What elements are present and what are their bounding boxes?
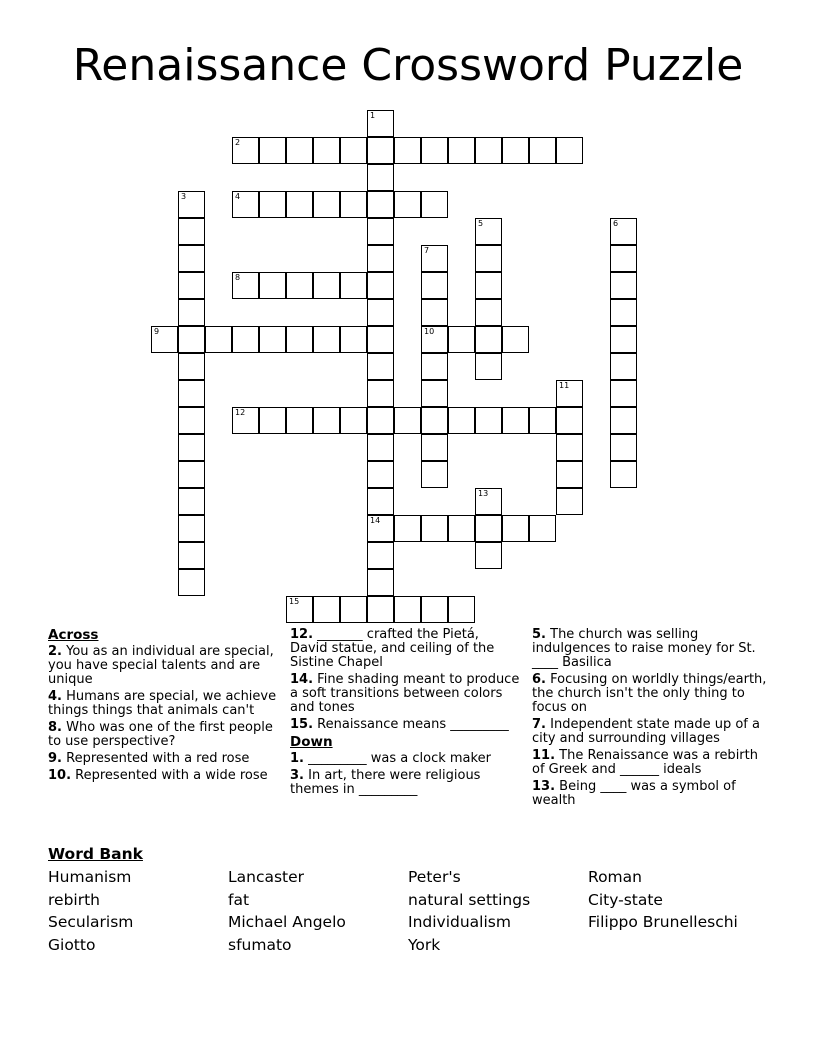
crossword-cell[interactable] bbox=[340, 137, 367, 164]
crossword-cell[interactable] bbox=[286, 596, 313, 623]
crossword-cell[interactable] bbox=[556, 380, 583, 407]
crossword-cell[interactable] bbox=[475, 137, 502, 164]
crossword-cell[interactable] bbox=[232, 191, 259, 218]
crossword-cell[interactable] bbox=[475, 326, 502, 353]
clue-number: 14 bbox=[370, 516, 381, 525]
crossword-cell[interactable] bbox=[367, 542, 394, 569]
crossword-cell[interactable] bbox=[178, 191, 205, 218]
word-bank-item: fat bbox=[228, 891, 250, 909]
word-bank-item: York bbox=[408, 936, 441, 954]
crossword-cell[interactable] bbox=[475, 542, 502, 569]
crossword-cell[interactable] bbox=[232, 137, 259, 164]
clue-across-2: 2. You as an individual are special, you have special talents and are unique bbox=[48, 644, 274, 687]
crossword-cell[interactable] bbox=[610, 245, 637, 272]
word-bank-item: Filippo Brunelleschi bbox=[588, 913, 738, 931]
word-bank-title: Word Bank bbox=[48, 845, 143, 863]
clue-number: 5 bbox=[478, 219, 484, 228]
crossword-cell[interactable] bbox=[232, 407, 259, 434]
crossword-cell[interactable] bbox=[367, 110, 394, 137]
crossword-cell[interactable] bbox=[448, 407, 475, 434]
crossword-cell[interactable] bbox=[340, 272, 367, 299]
crossword-cell[interactable] bbox=[151, 326, 178, 353]
crossword-cell[interactable] bbox=[178, 218, 205, 245]
crossword-cell[interactable] bbox=[502, 407, 529, 434]
crossword-cell[interactable] bbox=[556, 488, 583, 515]
crossword-cell[interactable] bbox=[421, 137, 448, 164]
clue-down-11: 11. The Renaissance was a rebirth of Greek and ______ ideals bbox=[532, 748, 758, 777]
clue-number: 9 bbox=[154, 327, 160, 336]
crossword-cell[interactable] bbox=[286, 326, 313, 353]
word-bank-item: Secularism bbox=[48, 913, 134, 931]
crossword-cell[interactable] bbox=[421, 191, 448, 218]
word-bank-item: Peter's bbox=[408, 868, 461, 886]
crossword-cell[interactable] bbox=[610, 326, 637, 353]
across-header: Across bbox=[48, 627, 99, 643]
crossword-cell[interactable] bbox=[259, 191, 286, 218]
crossword-cell[interactable] bbox=[367, 164, 394, 191]
word-bank-item: natural settings bbox=[408, 891, 531, 909]
crossword-cell[interactable] bbox=[502, 137, 529, 164]
word-bank-item: sfumato bbox=[228, 936, 292, 954]
clue-down-3: 3. In art, there were religious themes in _________ bbox=[290, 768, 481, 797]
crossword-cell[interactable] bbox=[448, 326, 475, 353]
clue-down-5: 5. The church was selling indulgences to raise money for St. ____ Basilica bbox=[532, 627, 756, 670]
crossword-cell[interactable] bbox=[421, 407, 448, 434]
clue-number: 11 bbox=[559, 381, 570, 390]
crossword-cell[interactable] bbox=[313, 272, 340, 299]
crossword-cell[interactable] bbox=[367, 515, 394, 542]
clue-number: 1 bbox=[370, 111, 376, 120]
clue-across-15: 15. Renaissance means _________ bbox=[290, 717, 509, 732]
crossword-cell[interactable] bbox=[367, 299, 394, 326]
clue-across-8: 8. Who was one of the first people to use perspective? bbox=[48, 720, 273, 749]
crossword-cell[interactable] bbox=[367, 488, 394, 515]
crossword-cell[interactable] bbox=[421, 515, 448, 542]
crossword-cell[interactable] bbox=[610, 353, 637, 380]
clues-column-1 bbox=[48, 628, 278, 786]
crossword-cell[interactable] bbox=[529, 137, 556, 164]
crossword-cell[interactable] bbox=[394, 191, 421, 218]
clue-number: 3 bbox=[181, 192, 187, 201]
crossword-cell[interactable] bbox=[367, 191, 394, 218]
crossword-cell[interactable] bbox=[367, 326, 394, 353]
crossword-cell[interactable] bbox=[421, 353, 448, 380]
crossword-cell[interactable] bbox=[610, 461, 637, 488]
crossword-cell[interactable] bbox=[340, 326, 367, 353]
crossword-cell[interactable] bbox=[232, 326, 259, 353]
crossword-cell[interactable] bbox=[286, 407, 313, 434]
crossword-cell[interactable] bbox=[394, 515, 421, 542]
crossword-cell[interactable] bbox=[421, 596, 448, 623]
crossword-cell[interactable] bbox=[259, 326, 286, 353]
crossword-cell[interactable] bbox=[421, 299, 448, 326]
page-title: Renaissance Crossword Puzzle bbox=[72, 40, 744, 91]
crossword-cell[interactable] bbox=[421, 326, 448, 353]
clue-across-14: 14. Fine shading meant to produce a soft transitions between colors and tones bbox=[290, 672, 520, 715]
crossword-cell[interactable] bbox=[448, 596, 475, 623]
crossword-cell[interactable] bbox=[259, 137, 286, 164]
clue-number: 13 bbox=[478, 489, 489, 498]
crossword-cell[interactable] bbox=[502, 326, 529, 353]
crossword-cell[interactable] bbox=[421, 434, 448, 461]
crossword-cell[interactable] bbox=[286, 137, 313, 164]
crossword-cell[interactable] bbox=[475, 353, 502, 380]
crossword-cell[interactable] bbox=[367, 434, 394, 461]
crossword-cell[interactable] bbox=[313, 137, 340, 164]
crossword-cell[interactable] bbox=[286, 191, 313, 218]
crossword-cell[interactable] bbox=[475, 515, 502, 542]
crossword-cell[interactable] bbox=[259, 272, 286, 299]
crossword-cell[interactable] bbox=[367, 272, 394, 299]
word-bank-item: Michael Angelo bbox=[228, 913, 346, 931]
crossword-cell[interactable] bbox=[475, 299, 502, 326]
crossword-cell[interactable] bbox=[178, 380, 205, 407]
crossword-cell[interactable] bbox=[421, 380, 448, 407]
crossword-cell[interactable] bbox=[610, 434, 637, 461]
clue-number: 12 bbox=[235, 408, 246, 417]
clues-column-2 bbox=[290, 628, 520, 800]
crossword-cell[interactable] bbox=[259, 407, 286, 434]
crossword-cell[interactable] bbox=[367, 245, 394, 272]
crossword-cell[interactable] bbox=[340, 596, 367, 623]
word-bank-item: Lancaster bbox=[228, 868, 305, 886]
crossword-cell[interactable] bbox=[178, 515, 205, 542]
clue-across-10: 10. Represented with a wide rose bbox=[48, 768, 268, 783]
clues-column-3 bbox=[532, 628, 768, 811]
crossword-cell[interactable] bbox=[340, 407, 367, 434]
crossword-cell[interactable] bbox=[448, 515, 475, 542]
word-bank-item: rebirth bbox=[48, 891, 100, 909]
crossword-cell[interactable] bbox=[286, 272, 313, 299]
crossword-cell[interactable] bbox=[367, 569, 394, 596]
crossword-cell[interactable] bbox=[178, 326, 205, 353]
crossword-cell[interactable] bbox=[394, 137, 421, 164]
crossword-cell[interactable] bbox=[178, 434, 205, 461]
crossword-cell[interactable] bbox=[367, 461, 394, 488]
crossword-cell[interactable] bbox=[610, 380, 637, 407]
crossword-cell[interactable] bbox=[313, 596, 340, 623]
crossword-cell[interactable] bbox=[475, 218, 502, 245]
clue-number: 15 bbox=[289, 597, 300, 606]
crossword-cell[interactable] bbox=[178, 569, 205, 596]
clue-down-1: 1. _________ was a clock maker bbox=[290, 751, 491, 766]
crossword-cell[interactable] bbox=[502, 515, 529, 542]
clue-down-13: 13. Being ____ was a symbol of wealth bbox=[532, 779, 736, 808]
crossword-cell[interactable] bbox=[232, 272, 259, 299]
clue-across-9: 9. Represented with a red rose bbox=[48, 751, 250, 766]
clue-number: 8 bbox=[235, 273, 241, 282]
crossword-cell[interactable] bbox=[475, 407, 502, 434]
crossword-cell[interactable] bbox=[367, 353, 394, 380]
clue-number: 2 bbox=[235, 138, 241, 147]
word-bank-item: Giotto bbox=[48, 936, 96, 954]
crossword-cell[interactable] bbox=[475, 488, 502, 515]
crossword-cell[interactable] bbox=[475, 245, 502, 272]
crossword-cell[interactable] bbox=[394, 596, 421, 623]
crossword-cell[interactable] bbox=[178, 272, 205, 299]
crossword-cell[interactable] bbox=[610, 218, 637, 245]
crossword-cell[interactable] bbox=[367, 137, 394, 164]
crossword-cell[interactable] bbox=[367, 380, 394, 407]
crossword-cell[interactable] bbox=[610, 299, 637, 326]
crossword-cell[interactable] bbox=[556, 407, 583, 434]
crossword-cell[interactable] bbox=[205, 326, 232, 353]
clue-number: 10 bbox=[424, 327, 435, 336]
word-bank-item: Humanism bbox=[48, 868, 132, 886]
crossword-cell[interactable] bbox=[178, 299, 205, 326]
clue-number: 4 bbox=[235, 192, 241, 201]
crossword-cell[interactable] bbox=[529, 515, 556, 542]
down-header: Down bbox=[290, 734, 333, 750]
clue-down-6: 6. Focusing on worldly things/earth, the church isn't the only thing to focus on bbox=[532, 672, 767, 715]
crossword-cell[interactable] bbox=[394, 407, 421, 434]
clue-down-7: 7. Independent state made up of a city and surrounding villages bbox=[532, 717, 760, 746]
crossword-cell[interactable] bbox=[178, 407, 205, 434]
crossword-cell[interactable] bbox=[475, 272, 502, 299]
crossword-cell[interactable] bbox=[448, 137, 475, 164]
clue-across-12: 12. _______ crafted the Pietá, David statue, and ceiling of the Sistine Chapel bbox=[290, 627, 495, 670]
crossword-cell[interactable] bbox=[313, 191, 340, 218]
crossword-cell[interactable] bbox=[421, 245, 448, 272]
crossword-cell[interactable] bbox=[367, 407, 394, 434]
crossword-cell[interactable] bbox=[313, 326, 340, 353]
crossword-cell[interactable] bbox=[178, 353, 205, 380]
word-bank-item: Roman bbox=[588, 868, 642, 886]
crossword-cell[interactable] bbox=[529, 407, 556, 434]
crossword-cell[interactable] bbox=[313, 407, 340, 434]
crossword-cell[interactable] bbox=[556, 137, 583, 164]
crossword-cell[interactable] bbox=[610, 272, 637, 299]
crossword-cell[interactable] bbox=[421, 461, 448, 488]
crossword-cell[interactable] bbox=[610, 407, 637, 434]
crossword-cell[interactable] bbox=[340, 191, 367, 218]
crossword-cell[interactable] bbox=[178, 542, 205, 569]
crossword-cell[interactable] bbox=[178, 245, 205, 272]
clue-number: 7 bbox=[424, 246, 430, 255]
clue-number: 6 bbox=[613, 219, 619, 228]
word-bank-item: City-state bbox=[588, 891, 663, 909]
crossword-cell[interactable] bbox=[178, 488, 205, 515]
crossword-cell[interactable] bbox=[367, 596, 394, 623]
crossword-cell[interactable] bbox=[421, 272, 448, 299]
clue-across-4: 4. Humans are special, we achieve things things that animals can't bbox=[48, 689, 277, 718]
crossword-cell[interactable] bbox=[556, 434, 583, 461]
crossword-cell[interactable] bbox=[178, 461, 205, 488]
crossword-cell[interactable] bbox=[367, 218, 394, 245]
word-bank-item: Individualism bbox=[408, 913, 511, 931]
crossword-cell[interactable] bbox=[556, 461, 583, 488]
